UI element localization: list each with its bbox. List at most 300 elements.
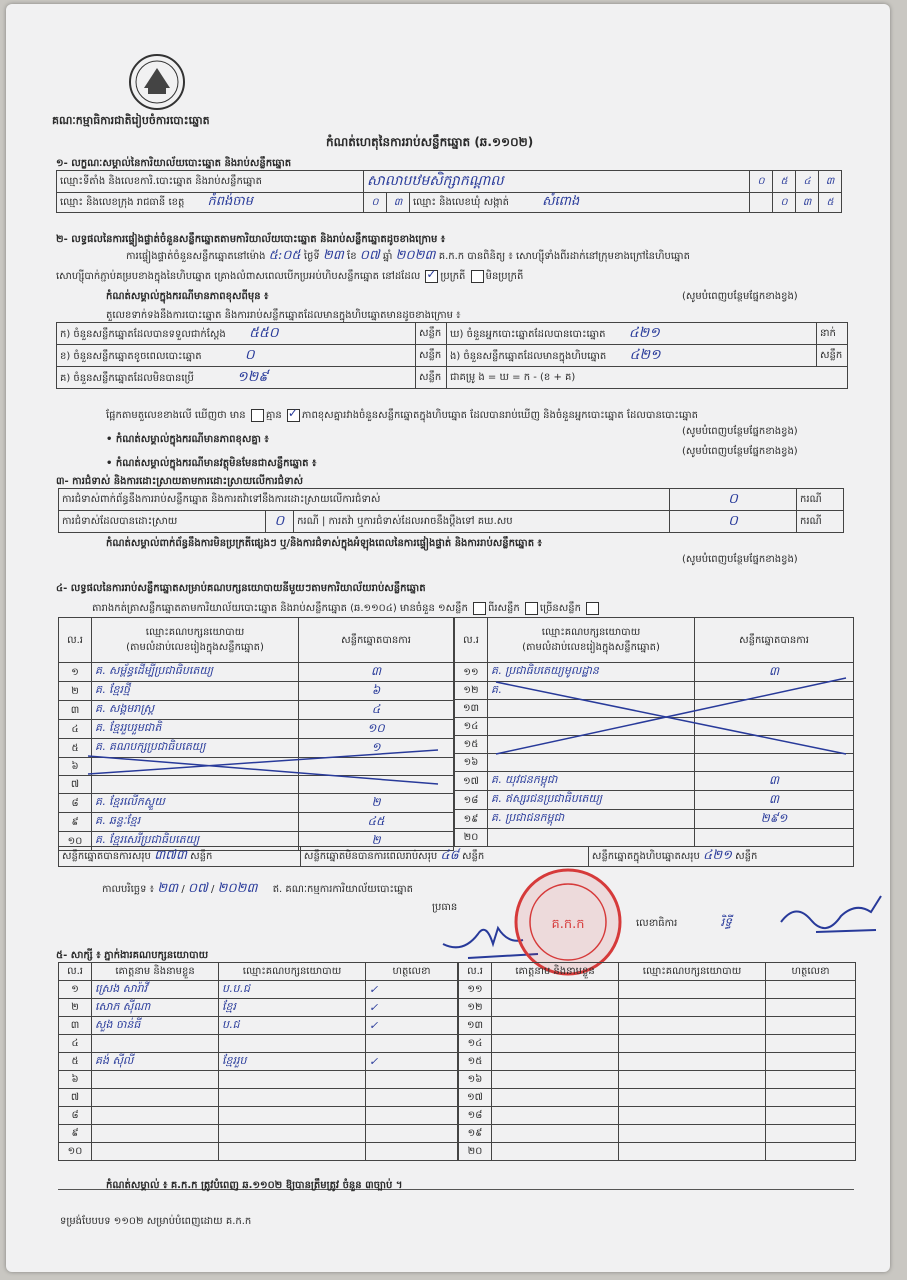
s1-row1-label: ឈ្មោះទីតាំង និងលេខការិ.បោះឆ្នោត និងរាប់សន្លឹកឆ្នោត [57,171,364,193]
witness-row [59,1107,458,1125]
witness-party: ខ្មែររួប [219,1053,366,1071]
witness-party [219,1107,366,1125]
footer-note: កំណត់សម្គាល់ ៖ គ.ក.ក ត្រូវបំពេញ ឆ.១១០២ ឱ្យបានត្រឹមត្រូវ ចំនួន ៣ច្បាប់ ។ [106,1180,403,1191]
witness-row [59,981,458,999]
witness-party-r [619,1053,766,1071]
s2-diff-line [106,408,698,423]
section4-heading: ៤- លទ្ធផលនៃការរាប់សន្លឹកឆ្នោតសម្រាប់គណបក្សនយោបាយនីមួយៗតាមការិយាល័យរាប់សន្លឹកឆ្នោត [56,583,426,594]
section3-heading: ៣- ការជំទាស់ និងការដោះស្រាយតាមការដោះស្រាយលើការជំទាស់ [56,476,304,487]
witness-col-name: គោត្តនាម និងនាមខ្លួន [92,963,219,981]
s2-count-intro: តួលេខទាក់ទងនឹងការបោះឆ្នោត និងការរាប់សន្លឹកឆ្នោតដែលមានក្នុងហិបឆ្នោតមានដូចខាងក្រោម ៖ [106,310,461,321]
section2-heading: ២- លទ្ធផលនៃការផ្ទៀងផ្ទាត់ចំនួនសន្លឹកឆ្នោតតាមការិយាល័យបោះឆ្នោត និងរាប់សន្លឹកឆ្នោតដូចខាងក្រោម ៖ [56,234,446,245]
witness-no: ១០ [59,1143,92,1161]
result-votes: ៣ [695,772,854,791]
witness-col-party-r: ឈ្មោះគណបក្សនយោបាយ [619,963,766,981]
s1-code-4: ៣ [819,171,842,193]
s1-blank-cell [750,193,773,213]
result-no: ២ [59,682,92,701]
total-valid: ៣៧៣ [154,848,187,863]
secretary-signature [776,892,886,942]
normal-checkbox[interactable] [425,270,438,283]
abnormal-checkbox[interactable] [471,270,484,283]
witness-no: ៤ [59,1035,92,1053]
witness-row-r [459,1017,856,1035]
total-valid-unit: សន្លឹក [190,851,213,862]
crossout-left [58,744,454,794]
count-table [56,322,848,389]
s2-note-label: កំណត់សម្គាល់ក្នុងករណីមានភាពខុសពីមុន ៖ [106,291,269,302]
total-box-cell [588,847,853,867]
witness-party-r [619,1107,766,1125]
result-party: គ. យុវជនកម្ពុជា [488,772,695,791]
witness-party-r [619,1071,766,1089]
secretary-name: រិទ្ធី [720,915,732,929]
count-formula: ជាគម្រូ ង = ឃ = ក - (ខ + គ) [447,367,848,389]
obj-r1-value: ០ [670,489,797,511]
result-votes: ៤ [299,701,454,720]
witness-no-r: ១១ [459,981,492,999]
date-year: ២០២៣ [217,881,258,896]
witness-col-no: ល.រ [59,963,92,981]
witness-name-r [492,981,619,999]
result-party: គ. ប្រជាធិបតេយ្យមូលដ្ឋាន [488,663,695,682]
witness-signature-r [766,1143,856,1161]
result-no: ១៤ [455,718,488,736]
result-row [455,829,854,847]
has-diff-checkbox[interactable] [251,409,264,422]
count-e-unit: សន្លឹក [817,345,848,367]
org-name: គណៈកម្មាធិការជាតិរៀបចំការបោះឆ្នោត [52,114,210,127]
witness-row-r [459,1107,856,1125]
section1-heading: ១- លក្ខណៈសម្គាល់នៃការិយាល័យបោះឆ្នោត និងរាប់សន្លឹកឆ្នោត [56,158,292,169]
committee-label: ឥ. គណៈកម្មការការិយាល័យបោះឆ្នោត [272,884,413,895]
result-row [455,791,854,810]
s1-commune-code-1: ០ [773,193,796,213]
s1-code-2: ៥ [773,171,796,193]
obj-r3-label: ការតវ៉ា ឬការជំទាស់ដែលអាចនឹងប្ដឹងទៅ គឃ.សប [328,516,513,527]
s4-intro: តារាងកត់ត្រាសន្លឹកឆ្នោតតាមការិយាល័យបោះឆ្នោត និងរាប់សន្លឹកឆ្នោត (ឆ.១១០៤) មានចំនួន ១សន្លឹក [92,603,468,614]
obj-r1-unit: ករណី [797,489,844,511]
witness-name [92,1035,219,1053]
result-no: ១៨ [455,791,488,810]
obj-r3-value: ០ [670,511,797,533]
witness-signature: ✓ [366,1053,458,1071]
witness-name-r [492,1053,619,1071]
total-invalid-label: សន្លឹកឆ្នោតមិនបានការពេលរាប់សរុប [303,851,438,862]
total-invalid-unit: សន្លឹក [462,851,485,862]
total-invalid-cell [300,847,588,867]
s2-same: គ្មាន [265,410,282,421]
witness-signature: ✓ [366,981,458,999]
s2-verify-line [126,247,690,266]
witness-party-r [619,1089,766,1107]
result-no: ១៩ [455,810,488,829]
s2-fill-more: (សូមបំពេញបន្ថែមផ្នែកខាងខ្វង) [682,291,798,302]
result-no: ១១ [455,663,488,682]
witness-row-r [459,1089,856,1107]
count-a-value: ៥៥០ [248,325,279,341]
witness-row-r [459,1071,856,1089]
result-row [455,772,854,791]
witness-signature [366,1035,458,1053]
result-no: ១០ [59,832,92,851]
s1-commune-code-2: ៣ [796,193,819,213]
witness-row-r [459,1143,856,1161]
total-valid-label: សន្លឹកឆ្នោតបានការសរុប [62,851,151,862]
witness-party: ប.ជ [219,1017,366,1035]
s1-row2-label-text: ឈ្មោះ និងលេខក្រុង រាជធានី ខេត្ត [60,197,185,208]
s2-diff-tail: ភាពខុសគ្នារវាងចំនួនសន្លឹកឆ្នោតក្នុងហិបឆ្នោត ដែលបានរាប់ឃើញ និងចំនួនអ្នកបោះឆ្នោត ដែលបានបោះឆ្នោត [301,410,698,421]
result-party: គ. ខ្មែររួបរួមជាតិ [92,720,299,739]
result-row [59,720,454,739]
witness-signature [366,1089,458,1107]
result-votes: ១ [299,739,454,758]
witness-no: ៧ [59,1089,92,1107]
witness-no-r: ១៤ [459,1035,492,1053]
result-no: ១៥ [455,736,488,754]
count-d-unit: នាក់ [817,323,848,345]
witness-signature-r [766,981,856,999]
obj-r3: ករណី | ការតវ៉ា ឬការជំទាស់ដែលអាចនឹងប្ដឹងទៅ គឃ.សប [294,511,670,533]
witness-name [92,1089,219,1107]
witness-name-r [492,1089,619,1107]
result-row [59,682,454,701]
results-col-party-sub: (តាមលំដាប់លេខរៀងក្នុងសន្លឹកឆ្នោត) [126,642,264,653]
witness-name-r [492,1125,619,1143]
total-box: ៤២១ [703,848,732,863]
s4-opt3: ច្រើនសន្លឹក [539,603,581,614]
witness-row-r [459,1053,856,1071]
no-diff-checkbox[interactable] [287,409,300,422]
witness-party-r [619,999,766,1017]
result-votes [695,829,854,847]
obj-r2-unit: ករណី [297,516,319,527]
result-row [59,663,454,682]
s2-line2: សោហ្ស៊ីបាក់ភ្ជាប់គម្របខាងក្នុងនៃហិបឆ្នោត គ្រោងលំពាសពេលបើកប្រអប់ហិបសន្លឹកឆ្នោត នៅដដែល [56,271,421,282]
result-party: គ. ខ្មែរថ្មី [92,682,299,701]
witness-name: សោភ ស៊ីណា [92,999,219,1017]
form-page [6,4,890,1272]
s2-note2: • កំណត់សម្គាល់ក្នុងករណីមានភាពខុសគ្នា ៖ [106,434,269,445]
result-votes: ១០ [299,720,454,739]
witness-name-r [492,1107,619,1125]
s1-row2b-label: ឈ្មោះ និងលេខឃុំ សង្កាត់ [413,197,509,208]
witness-name-r [492,1017,619,1035]
s1-commune-code-3: ៥ [819,193,842,213]
stamp-text: គ.ក.ក [551,917,585,932]
witness-name-r [492,1143,619,1161]
obj-r1-label: ការជំទាស់ពាក់ព័ន្ធនឹងការរាប់សន្លឹកឆ្នោត និងការតវ៉ាទៅនឹងការដោះស្រាយលើការជំទាស់ [59,489,670,511]
witness-col-name-r: គោត្តនាម និងនាមខ្លួន [492,963,619,981]
date-day: ២៣ [157,881,179,896]
s2-note3: • កំណត់សម្គាល់ក្នុងករណីមានវត្ថុមិនមែនជាសន្លឹកឆ្នោត ៖ [106,458,317,469]
result-no: ៥ [59,739,92,758]
one-sheet-checkbox[interactable] [473,602,486,615]
total-box-unit: សន្លឹក [735,851,758,862]
witness-name [92,1107,219,1125]
count-b-unit: សន្លឹក [416,345,447,367]
result-row [59,813,454,832]
witness-col-party: ឈ្មោះគណបក្សនយោបាយ [219,963,366,981]
s1-prov-num-1: ០ [364,193,387,213]
result-votes: ៦ [299,682,454,701]
witness-party [219,1035,366,1053]
total-valid-cell [59,847,301,867]
result-party: គ. ខ្មែរលើកស្ទួយ [92,794,299,813]
s2-day-label: ថ្ងៃទី [303,251,320,262]
count-b-value: ០ [244,347,255,363]
results-col-party [92,618,299,663]
witness-no-r: ១៩ [459,1125,492,1143]
s2-fill-more-2: (សូមបំពេញបន្ថែមផ្នែកខាងខ្វង) [682,426,798,437]
s1-row2-label [57,193,364,213]
s1-row2b-value: សំពោង [542,194,580,209]
many-sheet-checkbox[interactable] [586,602,599,615]
witness-table-left [58,962,458,1161]
result-votes: ២ [299,794,454,813]
witness-signature-r [766,1089,856,1107]
result-row [59,794,454,813]
result-party: គ. សង្គមរាស្ត្រ [92,701,299,720]
crossout-right [486,676,852,760]
result-party: គ. ប្រជាជនកម្ពុជា [488,810,695,829]
s2-good: ប្រក្រតី [440,271,466,282]
date-month: ០៧ [187,881,208,896]
witness-signature-r [766,1125,856,1143]
witness-row [59,1053,458,1071]
totals-table [58,846,854,867]
result-row [59,701,454,720]
count-e-value: ៤២១ [629,347,661,363]
s1-code-3: ៤ [796,171,819,193]
section5-heading: ៥- សាក្សី ៖ ភ្នាក់ងារគណបក្សនយោបាយ [56,950,209,961]
witness-no: ៩ [59,1125,92,1143]
result-party: គ. ខ្មែរសេរីប្រជាធិបតេយ្យ [92,832,299,851]
witness-signature [366,1143,458,1161]
result-no: ៧ [59,776,92,794]
result-party [488,829,695,847]
s2-seal-line [56,269,523,284]
count-c-label: គ) ចំនួនសន្លឹកឆ្នោតដែលមិនបានប្រើ [60,373,194,384]
result-no: ៩ [59,813,92,832]
witness-row-r [459,999,856,1017]
witness-row-r [459,1035,856,1053]
witness-no: ៣ [59,1017,92,1035]
witness-row [59,1017,458,1035]
witness-party-r [619,1035,766,1053]
s3-fill-more: (សូមបំពេញបន្ថែមផ្នែកខាងខ្វង) [682,554,798,565]
s4-intro-line [92,601,601,616]
witness-no-r: ១២ [459,999,492,1017]
witness-party-r [619,981,766,999]
s2-fill-more-3: (សូមបំពេញបន្ថែមផ្នែកខាងខ្វង) [682,446,798,457]
result-votes: ៤៥ [299,813,454,832]
s2-line1b: គ.ក.ក បានពិនិត្យ ៖ សោហ្ស៊ីទាំងពីរដាក់នៅក្រុមខាងក្រៅនៃហិបឆ្នោត [438,251,690,262]
obj-r3-unit: ករណី [797,511,844,533]
witness-table-right [458,962,856,1161]
s2-line1: ការផ្ទៀងផ្ទាត់ចំនួនសន្លឹកឆ្នោតនៅម៉ោង [126,251,266,262]
witness-signature-r [766,1017,856,1035]
witness-no-r: ១៧ [459,1089,492,1107]
witness-party: ខ្មែរ [219,999,366,1017]
s4-opt2: ពីរសន្លឹក [487,603,520,614]
result-no: ១៣ [455,700,488,718]
count-d-value: ៤២១ [628,325,660,341]
witness-col-no-r: ល.រ [459,963,492,981]
witness-name-r [492,1035,619,1053]
witness-signature [366,1071,458,1089]
witness-signature-r [766,1035,856,1053]
s1-code-1: ០ [750,171,773,193]
result-no: ១៦ [455,754,488,772]
secretary-line [636,914,732,932]
emblem-logo [126,52,188,112]
witness-party [219,1071,366,1089]
witness-row [59,1089,458,1107]
result-votes: ៣ [695,791,854,810]
result-party: គ. ឥស្សរជនប្រជាធិបតេយ្យ [488,791,695,810]
witness-col-sign: ហត្ថលេខា [366,963,458,981]
result-votes: ២ [299,832,454,851]
witness-no-r: ១៨ [459,1107,492,1125]
witness-signature: ✓ [366,1017,458,1035]
secretary-label: លេខាធិការ [636,918,678,929]
obj-r2-value: ០ [265,511,294,533]
result-no: ១៧ [455,772,488,791]
results-col-party-label-r: ឈ្មោះគណបក្សនយោបាយ [541,627,641,638]
witness-row [59,1035,458,1053]
result-no: ៦ [59,758,92,776]
results-col-no: ល.រ [59,618,92,663]
witness-party [219,1143,366,1161]
witness-name-r [492,1071,619,1089]
result-no: ១ [59,663,92,682]
date-label: កាលបរិច្ឆេទ ៖ [102,884,155,895]
count-c-value: ១២៩ [237,369,269,385]
s2-time: ៥:០៥ [268,248,301,263]
witness-name: គង់ ស៊ីលី [92,1053,219,1071]
s3-note: កំណត់សម្គាល់ពាក់ព័ន្ធនឹងការមិនប្រក្រតីផ្សេងៗ ឬ/និងការជំទាស់ក្នុងអំឡុងពេលនៃការផ្ទៀងផ្ទាត់ និងការរាប់សន្លឹកឆ្នោត ៖ [106,538,542,549]
result-party: គ. សម្ព័ន្ធដើម្បីប្រជាធិបតេយ្យ [92,663,299,682]
result-row [455,810,854,829]
witness-no-r: ១៦ [459,1071,492,1089]
witness-party-r [619,1143,766,1161]
witness-row [59,999,458,1017]
witness-no: ១ [59,981,92,999]
witness-signature [366,1107,458,1125]
s1-row1-value: សាលាបឋមសិក្សាកណ្ដាល [364,171,750,193]
form-title: កំណត់ហេតុនៃការរាប់សន្លឹកឆ្នោត (ឆ.១១០២) [326,135,534,149]
witness-name [92,1125,219,1143]
results-col-no-r: ល.រ [455,618,488,663]
result-votes: ៣ [695,663,854,682]
witness-row [59,1071,458,1089]
s1-row2b [410,193,750,213]
witness-signature: ✓ [366,999,458,1017]
witness-name [92,1071,219,1089]
result-party: គ. ឆន្ទៈខ្មែរ [92,813,299,832]
result-no: ៤ [59,720,92,739]
witness-no: ៦ [59,1071,92,1089]
witness-party-r [619,1125,766,1143]
witness-signature-r [766,1053,856,1071]
witness-signature-r [766,1071,856,1089]
result-no: ៣ [59,701,92,720]
result-no: ២០ [455,829,488,847]
s2-month: ០៧ [359,248,380,263]
witness-party: ប.ប.ជ [219,981,366,999]
s2-month-label: ខែ [347,251,357,262]
s2-day: ២៣ [322,248,344,263]
two-sheet-checkbox[interactable] [525,602,538,615]
result-party: គ. [488,682,695,700]
witness-party-r [619,1017,766,1035]
obj-r2-label: ការជំទាស់ដែលបានដោះស្រាយ [59,511,266,533]
s1-row2-value: កំពង់ចាម [207,194,253,209]
results-col-party-label: ឈ្មោះគណបក្សនយោបាយ [145,627,245,638]
results-table-left [58,617,454,851]
witness-signature-r [766,999,856,1017]
count-a-label: ក) ចំនួនសន្លឹកឆ្នោតដែលបានទទួលជាក់ស្ដែង [60,329,226,340]
witness-no-r: ១៣ [459,1017,492,1035]
objection-table [58,488,844,533]
chair-label: ប្រធាន [432,902,458,913]
total-invalid: ៤៨ [440,848,459,863]
results-col-votes: សន្លឹកឆ្នោតបានការ [299,618,454,663]
s2-bad: មិនប្រក្រតី [485,271,524,282]
witness-row-r [459,1125,856,1143]
witness-no-r: ២០ [459,1143,492,1161]
witness-row [59,1125,458,1143]
witness-party [219,1125,366,1143]
result-no: ១២ [455,682,488,700]
s1-prov-num-2: ៣ [387,193,410,213]
result-no: ៨ [59,794,92,813]
witness-signature-r [766,1107,856,1125]
witness-name: ស្រេង សារ៉ាវី [92,981,219,999]
count-e-label: ង) ចំនួនសន្លឹកឆ្នោតដែលមានក្នុងហិបឆ្នោត [450,351,607,362]
s2-diff-prefix: ផ្អែកតាមតួលេខខាងលើ ឃើញថា មាន [106,410,246,421]
witness-row-r [459,981,856,999]
s2-year-label: ឆ្នាំ [382,251,393,262]
results-col-party-r [488,618,695,663]
witness-row [59,1143,458,1161]
witness-party [219,1089,366,1107]
count-b-label: ខ) ចំនួនសន្លឹកឆ្នោតខូចពេលបោះឆ្នោត [60,351,202,362]
witness-name: សួង ចាន់ធី [92,1017,219,1035]
footer-form: ទម្រង់បែបបទ ១១០២ សម្រាប់បំពេញដោយ គ.ក.ក [60,1216,252,1227]
witness-no: ២ [59,999,92,1017]
count-d-label: ឃ) ចំនួនអ្នកបោះឆ្នោតដែលបានបោះឆ្នោត [450,329,606,340]
result-party: គ. គណបក្សប្រជាធិបតេយ្យ [92,739,299,758]
witness-no-r: ១៥ [459,1053,492,1071]
results-col-votes-r: សន្លឹកឆ្នោតបានការ [695,618,854,663]
result-votes: ២៩១ [695,810,854,829]
witness-no: ៥ [59,1053,92,1071]
witness-name [92,1143,219,1161]
witness-signature [366,1125,458,1143]
count-a-unit: សន្លឹក [416,323,447,345]
witness-col-sign-r: ហត្ថលេខា [766,963,856,981]
witness-no: ៨ [59,1107,92,1125]
count-c-unit: សន្លឹក [416,367,447,389]
section1-table [56,170,842,213]
result-votes: ៣ [299,663,454,682]
results-col-party-sub-r: (តាមលំដាប់លេខរៀងក្នុងសន្លឹកឆ្នោត) [522,642,660,653]
date-line: កាលបរិច្ឆេទ ៖ ២៣ / ០៧ / ២០២៣ ឥ. គណៈកម្មការការិយាល័យបោះឆ្នោត [102,881,413,896]
s2-year: ២០២៣ [395,248,436,263]
total-box-label: សន្លឹកឆ្នោតក្នុងហិបឆ្នោតសរុប [591,851,700,862]
